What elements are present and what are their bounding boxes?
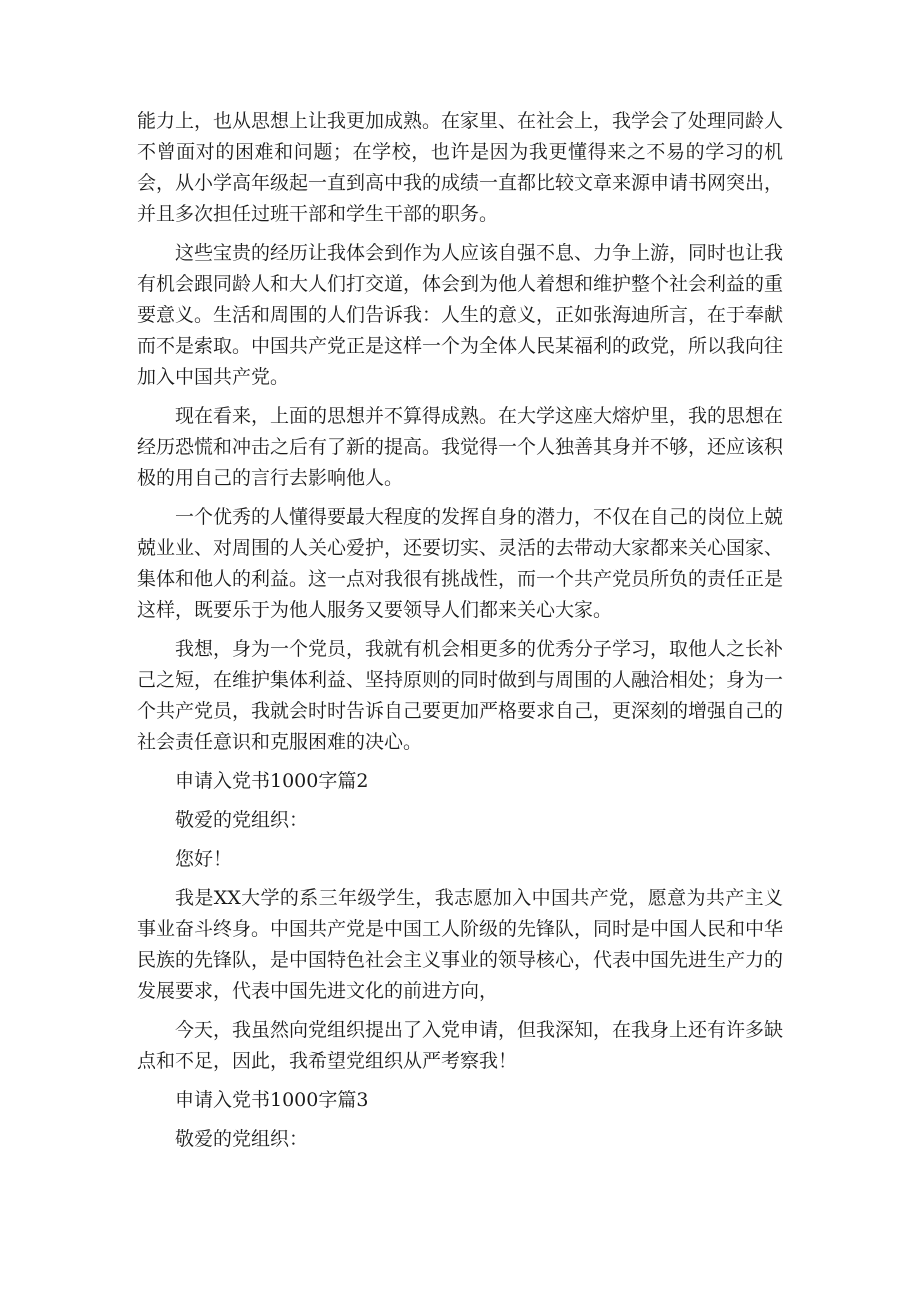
- section-heading-3: 申请入党书1000字篇3: [175, 1089, 369, 1111]
- salutation-2: 敬爱的党组织：: [175, 809, 309, 831]
- paragraph-3: 现在看来，上面的思想并不算得成熟。在大学这座大熔炉里，我的思想在经历恐慌和冲击之后有了新的提高。我觉得一个人独善其身并不够，还应该积极的用自己的言行去影响他人。: [137, 405, 784, 489]
- paragraph-7: 今天，我虽然向党组织提出了入党申请，但我深知，在我身上还有许多缺点和不足，因此，我希望党组织从严考察我！: [137, 1019, 784, 1072]
- paragraph-1: 能力上，也从思想上让我更加成熟。在家里、在社会上，我学会了处理同龄人不曾面对的困难和问题；在学校，也许是因为我更懂得来之不易的学习的机会，从小学高年级起一直到高中我的成绩一直都比较文章来源申请书网突出，并且多次担任过班干部和学生干部的职务。: [137, 110, 784, 225]
- paragraph-2: 这些宝贵的经历让我体会到作为人应该自强不息、力争上游，同时也让我有机会跟同龄人和大人们打交道，体会到为他人着想和维护整个社会利益的重要意义。生活和周围的人们告诉我：人生的意义，正如张海迪所言，在于奉献而不是索取。中国共产党正是这样一个为全体人民某福利的政党，所以我向往加入中国共产党。: [137, 242, 784, 388]
- section-heading-2: 申请入党书1000字篇2: [175, 770, 369, 792]
- paragraph-5: 我想，身为一个党员，我就有机会相更多的优秀分子学习，取他人之长补己之短，在维护集体利益、坚持原则的同时做到与周围的人融洽相处；身为一个共产党员，我就会时时告诉自己要更加严格要求自己，更深刻的增强自己的社会责任意识和克服困难的决心。: [137, 638, 784, 753]
- salutation-3: 敬爱的党组织：: [175, 1128, 309, 1150]
- paragraph-4: 一个优秀的人懂得要最大程度的发挥自身的潜力，不仅在自己的岗位上兢兢业业、对周围的人关心爱护，还要切实、灵活的去带动大家都来关心国家、集体和他人的利益。这一点对我很有挑战性，而一个共产党员所负的责任正是这样，既要乐于为他人服务又要领导人们都来关心大家。: [137, 506, 784, 621]
- greeting-2: 您好！: [175, 848, 233, 870]
- paragraph-6: 我是XX大学的系三年级学生，我志愿加入中国共产党，愿意为共产主义事业奋斗终身。中国共产党是中国工人阶级的先锋队，同时是中国人民和中华民族的先锋队，是中国特色社会主义事业的领导核心，代表中国先进生产力的发展要求，代表中国先进文化的前进方向，: [137, 887, 784, 1002]
